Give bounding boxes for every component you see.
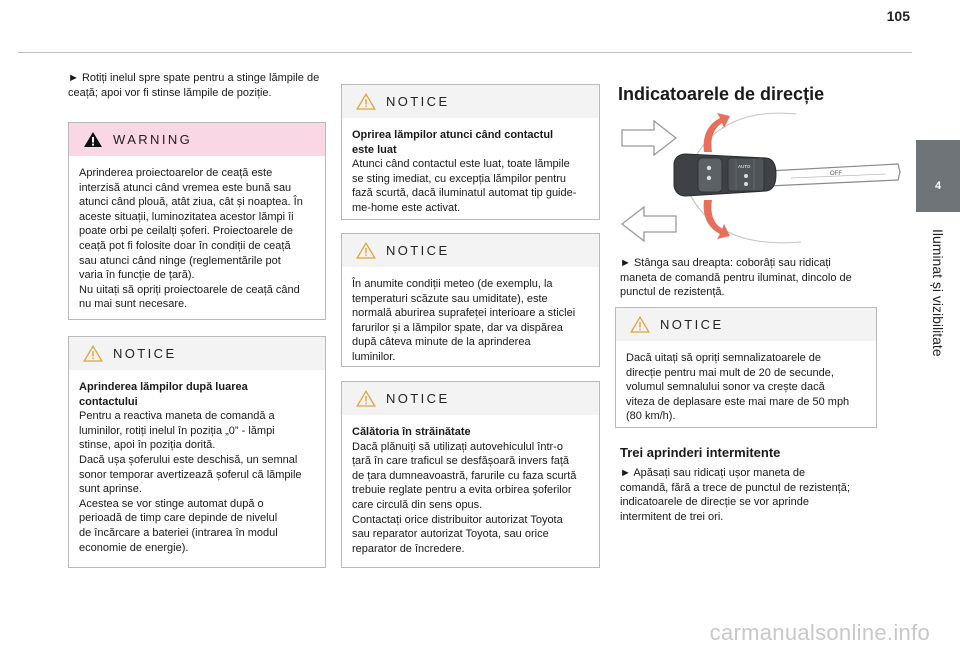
left-arrow-icon [622,207,676,241]
notice-title: NOTICE [660,317,724,332]
notice-box-abroad [341,381,600,568]
light-symbol-icon [707,166,711,170]
notice-body: În anumite condiții meteo (de exemplu, la temperaturi scăzute sau umiditate), este normală aburirea suprafeței interioare a sticlei farurilor și a lămpilor spate, dar va dispărea după câteva minute de la aprinderea luminilor. [352,278,576,363]
right-arrow-icon [622,121,676,155]
light-symbol-icon [707,176,711,180]
three-flash-paragraph: ► Apăsați sau ridicați ușor maneta de comandă, fără a trece de punctul de rezistență; indicatoarele de direcție se vor aprinde intermitent de trei ori. [620,467,850,523]
notice-box-condensation [341,233,600,367]
notice-header [342,382,599,415]
subsection-title: Trei aprinderi intermitente [620,445,781,460]
notice-icon [356,93,376,110]
beam-icon [744,182,748,186]
notice-header [342,85,599,118]
notice-icon [356,242,376,259]
warning-body: Aprinderea proiectoarelor de ceață este interzisă atunci când vremea este bună sau atunci când plouă, atât ziua, cât și noaptea. În aceste situații, luminozitatea acestor lămpi îi poate orbi pe ceilalți șoferi. Proiectoarele de ceață pot fi folosite doar în condiții de ceață sau atunci când ninge (reglementările pot varia în funcție de țară). Nu uitați să opriți proiectoarele de ceață când nu mai sunt necesare. [79,167,303,311]
notice-body: Oprirea lămpilor atunci când contactul este luat Atunci când contactul este luat, toate lămpile se sting imediat, cu excepția lămpilor pentru fază scurtă, dacă iluminatul automat tip guide- me-home este activat. [352,129,577,214]
notice-box-signals [615,307,877,428]
intro-paragraph: ► Rotiți inelul spre spate pentru a stinge lămpile de ceață; apoi vor fi stinse lămpile de poziție. [68,72,320,99]
warning-box [68,122,326,320]
beam-icon [744,174,748,178]
notice-icon [356,390,376,407]
section-title: Indicatoarele de direcție [618,84,825,104]
notice-header [342,234,599,267]
top-divider [18,52,912,53]
auto-label: AUTO [738,164,751,169]
notice-title: NOTICE [386,94,450,109]
warning-header [69,123,325,156]
down-rotate-arrow-icon [704,200,730,239]
page-number: 105 [886,8,910,24]
chapter-number: 4 [934,180,942,192]
turn-signal-stalk-illustration [616,108,906,248]
notice-title: NOTICE [386,243,450,258]
notice-title: NOTICE [386,391,450,406]
notice-box-switch-off [341,84,600,220]
notice-body: Aprinderea lămpilor după luarea contactului Pentru a reactiva maneta de comandă a luminilor, rotiți inelul în poziția „0” - lămpi stinse, apoi în poziția dorită. Dacă ușa șoferului este deschisă, un semnal sonor temporar avertizează șoferul că lămpile sunt aprinse. Acestea se vor stinge automat după o perioadă de timp care depinde de nivelul de încărcare a bateriei (intrarea în modul economie de energie). [79,381,302,554]
notice-icon [630,316,650,333]
stalk-off-label: OFF [830,171,842,177]
notice-title: NOTICE [113,346,177,361]
warning-title: WARNING [113,132,193,147]
notice-icon [83,345,103,362]
notice-box-ignition [68,336,326,568]
notice-body: Dacă uitați să opriți semnalizatoarele de direcție pentru mai mult de 20 de secunde, volumul semnalului sonor va crește dacă viteza de deplasare este mai mare de 50 mph (80 km/h). [626,352,850,423]
notice-body: Călătoria în străinătate Dacă plănuiți să utilizați autovehiculul într-o țară în care traficul se desfășoară invers față de țara dumneavoastră, farurile cu faza scurtă trebuie reglate pentru a evita orbirea șoferilor care circulă din sens opus. Contactați orice distribuitor autorizat Toyota sau reparator autorizat Toyota, sau orice reparator de încredere. [352,426,577,555]
chapter-tab [916,140,960,212]
watermark: carmanualsonline.info [709,620,930,645]
notice-header [69,337,325,370]
instruction-paragraph: ► Stânga sau dreapta: coborâți sau ridicați maneta de comandă pentru iluminat, dincolo de punctul de rezistență. [620,257,852,299]
warning-icon [83,131,103,148]
notice-header [616,308,876,341]
chapter-title: Iluminat și vizibilitate [930,229,946,357]
